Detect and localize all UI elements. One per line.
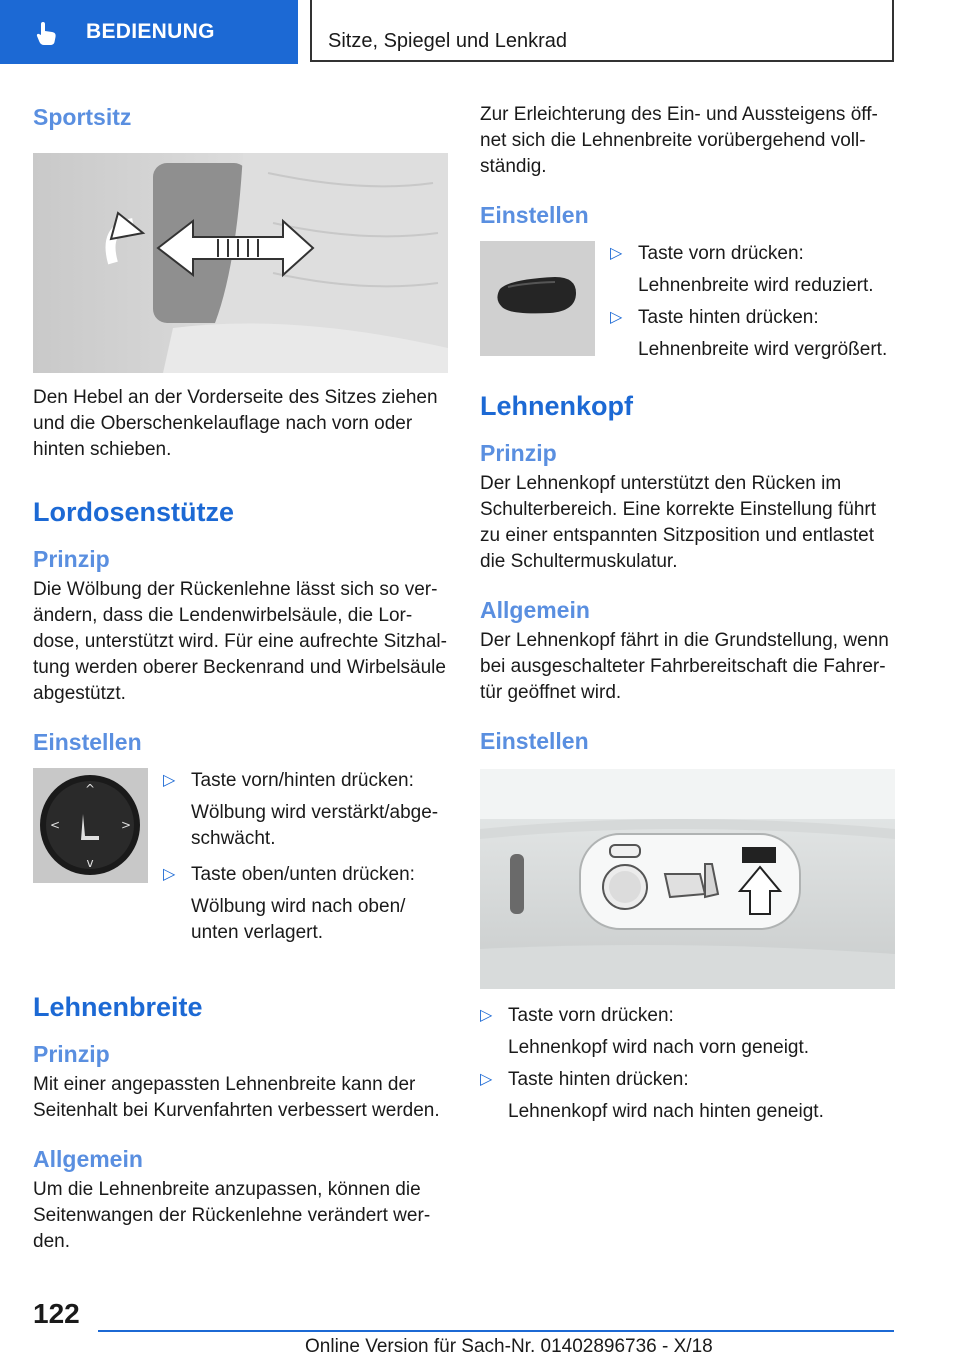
section-tab-label: BEDIENUNG xyxy=(86,20,215,43)
list-item: ▷ Taste hinten drücken: Lehnenbreite wird vergrößert. xyxy=(610,307,888,360)
breite-block xyxy=(480,241,895,371)
lehnenbreite-heading: Lehnenbreite xyxy=(33,992,203,1022)
lehnenbreite-prinzip-heading: Prinzip xyxy=(33,1041,110,1067)
svg-text:v: v xyxy=(86,856,94,870)
list-item: ▷ Taste vorn/hinten drücken: Wölbung wird verstärkt/abgeschwächt. xyxy=(163,770,439,849)
list-item: ▷ Taste hinten drücken: Lehnenkopf wird nach hinten geneigt. xyxy=(480,1069,824,1122)
chapter-title: Sitze, Spiegel und Lenkrad xyxy=(328,30,568,52)
lordose-bullet-list xyxy=(163,768,448,946)
lordose-prinzip-text: Die Wölbung der Rückenlehne lässt sich so verändern, dass die Lendenwirbelsäule, die Lordose, unterstützt wird. Für eine aufrechte Sitzhaltung werden oberer Beckenrand und Wirbelsäule abgestützt. xyxy=(33,579,447,704)
lehnenbreite-intro-text: Zur Erleichterung des Ein- und Aussteigens öffnet sich die Lehnenbreite vorübergehend vollständig. xyxy=(480,104,878,177)
section-tab xyxy=(0,0,298,64)
footer-divider xyxy=(98,1330,894,1332)
seat-control-panel-photo xyxy=(480,769,895,989)
svg-text:<: < xyxy=(49,818,61,832)
triangle-bullet-icon: ▷ xyxy=(610,245,623,262)
lehnenkopf-allgemein-heading: Allgemein xyxy=(480,597,590,623)
triangle-bullet-icon: ▷ xyxy=(163,772,176,789)
lehnenkopf-prinzip-heading: Prinzip xyxy=(480,440,557,466)
lordose-control-photo xyxy=(33,768,148,883)
lehnenkopf-prinzip-text: Der Lehnenkopf unterstützt den Rücken im Schulterbereich. Eine korrekte Einstellung führt zu einer entspannten Sitzposition und entlastet die Schultermuskulatur. xyxy=(480,473,877,572)
sportsitz-heading: Sportsitz xyxy=(33,104,132,130)
triangle-bullet-icon: ▷ xyxy=(480,1071,493,1088)
lordose-prinzip-heading: Prinzip xyxy=(33,546,110,572)
lehnenbreite-allgemein-text: Um die Lehnenbreite anzupassen, können die Seitenwangen der Rückenlehne verändert werden. xyxy=(33,1179,431,1252)
triangle-bullet-icon: ▷ xyxy=(163,866,176,883)
page-number: 122 xyxy=(33,1298,80,1329)
svg-text:>: > xyxy=(120,818,132,832)
sportsitz-photo xyxy=(33,153,448,373)
svg-text:^: ^ xyxy=(84,782,96,796)
breite-control-photo xyxy=(480,241,595,356)
lehnenkopf-einstellen-heading: Einstellen xyxy=(480,728,589,754)
list-item: ▷ Taste vorn drücken: Lehnenkopf wird nach vorn geneigt. xyxy=(480,1005,810,1058)
lehnenbreite-prinzip-text: Mit einer angepassten Lehnenbreite kann der Seitenhalt bei Kurvenfahrten verbessert werden. xyxy=(33,1074,440,1121)
lordose-einstellen-heading: Einstellen xyxy=(33,729,142,755)
triangle-bullet-icon: ▷ xyxy=(610,309,623,326)
lehnenkopf-heading: Lehnenkopf xyxy=(480,391,633,421)
left-column xyxy=(33,100,448,1255)
lehnenkopf-allgemein-text: Der Lehnenkopf fährt in die Grundstellung, wenn bei ausgeschalteter Fahrbereitschaft die Fahrertür geöffnet wird. xyxy=(480,630,889,703)
breite-einstellen-heading: Einstellen xyxy=(480,202,589,228)
lordose-block xyxy=(33,768,448,958)
lehnenkopf-bullet-list xyxy=(480,1003,895,1125)
right-column xyxy=(480,100,895,1125)
triangle-bullet-icon: ▷ xyxy=(480,1007,493,1024)
sportsitz-text: Den Hebel an der Vorderseite des Sitzes ziehen und die Oberschenkelauflage nach vorn oder hinten schieben. xyxy=(33,387,438,460)
lordose-heading: Lordosenstütze xyxy=(33,497,235,527)
online-version-text: Online Version für Sach-Nr. 01402896736 - X/18 xyxy=(305,1336,713,1357)
lehnenbreite-allgemein-heading: Allgemein xyxy=(33,1146,143,1172)
list-item: ▷ Taste vorn drücken: Lehnenbreite wird reduziert. xyxy=(610,243,874,296)
hand-pointer-icon xyxy=(34,20,60,46)
list-item: ▷ Taste oben/unten drücken: Wölbung wird nach oben/ unten verlagert. xyxy=(163,864,415,943)
breite-bullet-list xyxy=(610,241,895,363)
chapter-tab xyxy=(310,0,894,62)
